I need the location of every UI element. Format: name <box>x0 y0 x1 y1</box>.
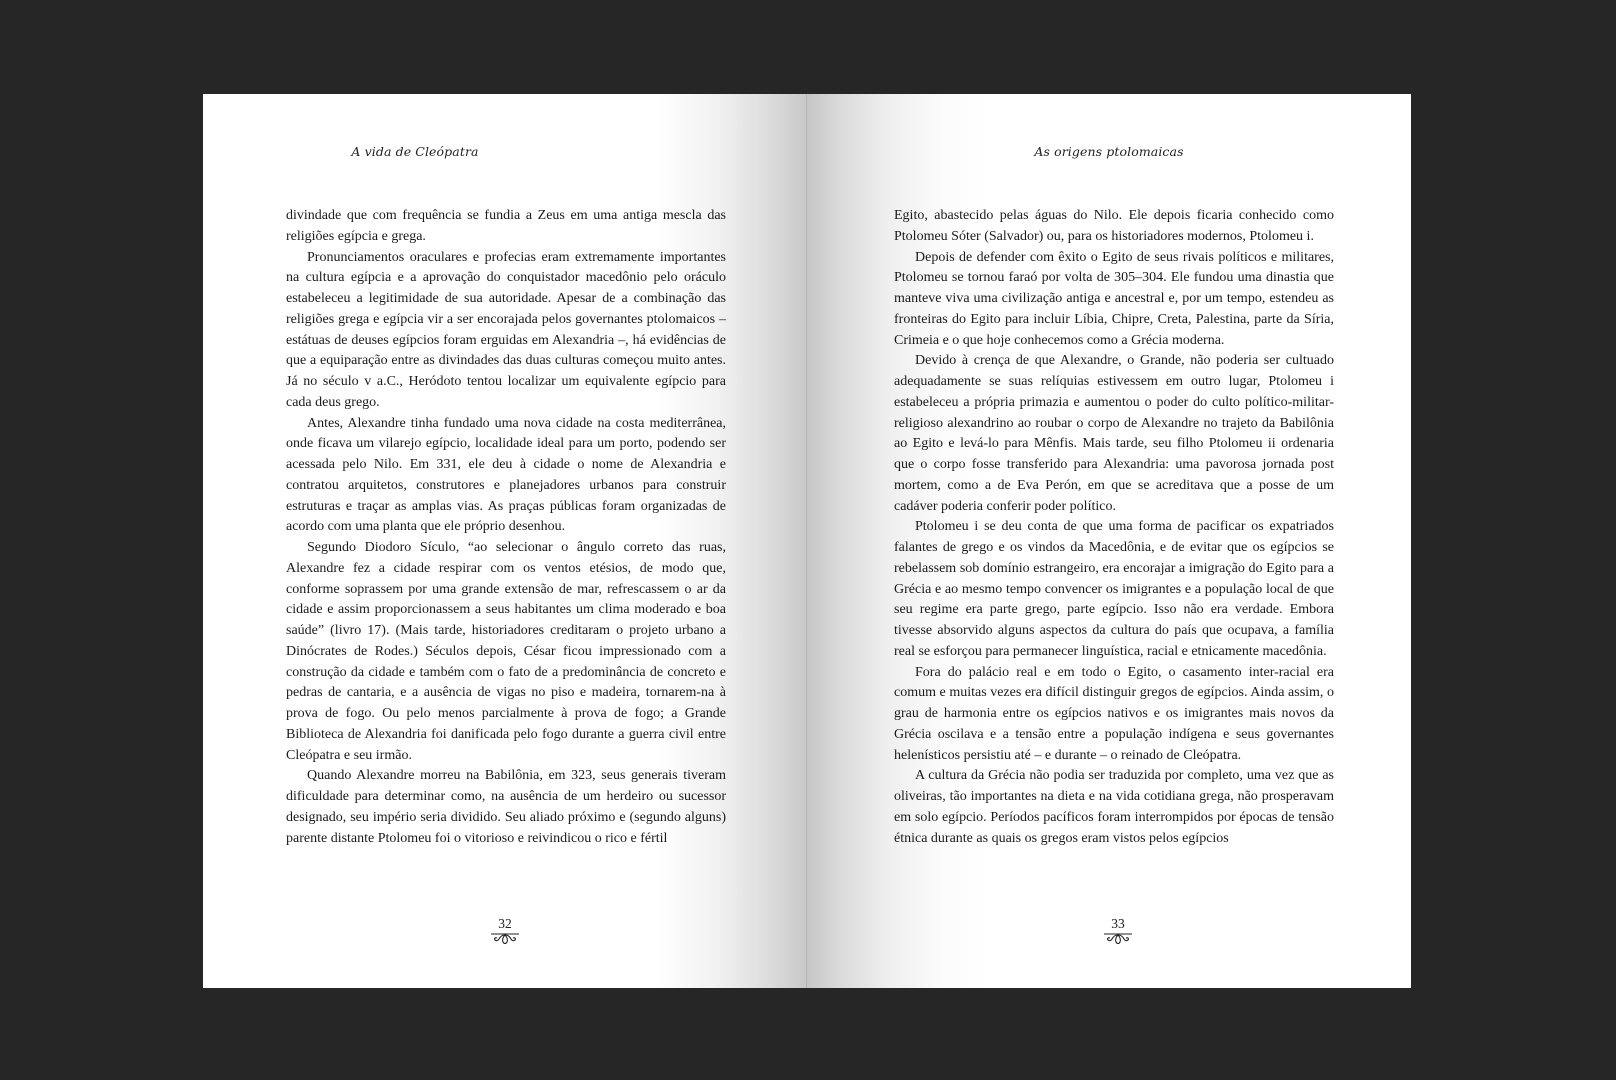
paragraph: Segundo Diodoro Sículo, “ao selecionar o ângulo correto das ruas, Alexandre fez a cidade respirar com os ventos etésios, de modo que, conforme soprassem por uma grande extensão de mar, refrescassem o ar da cidade e assim proporcionassem a seus habitantes um clima moderado e boa saúde” (livro 17). (Mais tarde, historiadores creditaram o projeto urbano a Dinócrates de Rodes.) Séculos depois, César ficou impressionado com a construção da cidade e também com o fato de a predominância de concreto e pedras de cantaria, e a ausência de vigas no piso e madeira, tornarem-na à prova de fogo. Ou pelo menos parcialmente à prova de fogo; a Grande Biblioteca de Alexandria foi danificada pelo fogo durante a guerra civil entre Cleópatra e seu irmão. <box>286 540 726 763</box>
paragraph: Egito, abastecido pelas águas do Nilo. Ele depois ficaria conhecido como Ptolomeu Sóter (Salvador) ou, para os historiadores modernos, Ptolomeu i. <box>894 208 1334 244</box>
body-text <box>286 206 726 849</box>
running-head: As origens ptolomaicas <box>1034 144 1184 159</box>
paragraph: divindade que com frequência se fundia a Zeus em uma antiga mescla das religiões egípcia e grega. <box>286 208 726 244</box>
page-number: 32 <box>498 916 512 931</box>
paragraph: Pronunciamentos oraculares e profecias eram extremamente importantes na cultura egípcia e a aprovação do conquistador macedônio pelo oráculo estabeleceu a legitimidade de sua autoridade. Apesar de a combinação das religiões grega e egípcia vir a ser encorajada pelos governantes ptolomaicos – estátuas de deuses egípcios foram erguidas em Alexandria –, há evidências de que a equiparação entre as divindades das duas culturas começou muito antes. Já no século v a.C., Heródoto tentou localizar um equivalente egípcio para cada deus grego. <box>286 249 726 410</box>
fleuron-icon <box>490 932 520 946</box>
page-number: 33 <box>1111 916 1125 931</box>
right-page <box>807 94 1411 988</box>
paragraph: A cultura da Grécia não podia ser traduzida por completo, uma vez que as oliveiras, tão importantes na dieta e na vida cotidiana grega, não prosperavam em solo egípcio. Períodos pacíficos foram interrompidos por épocas de tensão étnica durante as quais os gregos eram vistos pelos egípcios <box>894 768 1334 846</box>
book-spread <box>203 94 1411 988</box>
paragraph: Devido à crença de que Alexandre, o Grande, não poderia ser cultuado adequadamente se suas relíquias estivessem em outro lugar, Ptolomeu i estabeleceu a própria primazia e aumentou o poder do culto político-militar-religioso alexandrino ao roubar o corpo de Alexandre no trajeto da Babilônia ao Egito e levá-lo para Mênfis. Mais tarde, seu filho Ptolomeu ii ordenaria que o corpo fosse transferido para Alexandria: uma pavorosa jornada post mortem, como a de Eva Perón, em que se acreditava que a posse de um cadáver poderia conferir poder político. <box>894 353 1334 514</box>
paragraph: Ptolomeu i se deu conta de que uma forma de pacificar os expatriados falantes de grego e os vindos da Macedônia, e de evitar que os egípcios se rebelassem sob domínio estrangeiro, era encorajar a imigração do Egito para a Grécia e ao mesmo tempo convencer os imigrantes e a população local de que seu regime era parte grego, parte egípcio. Isso não era verdade. Embora tivesse absorvido alguns aspectos da cultura do país que ocupava, a família real se esforçou para permanecer linguística, racial e etnicamente macedônia. <box>894 519 1334 659</box>
paragraph: Depois de defender com êxito o Egito de seus rivais políticos e militares, Ptolomeu se tornou faraó por volta de 305–304. Ele fundou uma dinastia que manteve viva uma civilização antiga e ancestral e, por um tempo, estendeu as fronteiras do Egito para incluir Líbia, Chipre, Creta, Palestina, parte da Síria, Crimeia e o que hoje conhecemos como a Grécia moderna. <box>894 249 1334 348</box>
paragraph: Fora do palácio real e em todo o Egito, o casamento inter-racial era comum e muitas vezes era difícil distinguir gregos de egípcios. Ainda assim, o grau de harmonia entre os egípcios nativos e os imigrantes mais novos da Grécia oscilava e a tensão entre a população indígena e seus governantes helenísticos persistiu até – e durante – o reinado de Cleópatra. <box>894 664 1334 763</box>
body-text <box>894 206 1334 849</box>
left-page <box>203 94 807 988</box>
paragraph: Antes, Alexandre tinha fundado uma nova cidade na costa mediterrânea, onde ficava um vilarejo egípcio, localidade ideal para um porto, podendo ser acessada pelo Nilo. Em 331, ele deu à cidade o nome de Alexandria e contratou arquitetos, construtores e planejadores urbanos para construir estruturas e traçar as amplas vias. As praças públicas foram organizadas de acordo com uma planta que ele próprio desenhou. <box>286 415 726 535</box>
fleuron-icon <box>1103 932 1133 946</box>
running-head: A vida de Cleópatra <box>351 144 479 159</box>
paragraph: Quando Alexandre morreu na Babilônia, em 323, seus generais tiveram dificuldade para determinar como, na ausência de um herdeiro ou sucessor designado, seu império seria dividido. Seu aliado próximo e (segundo alguns) parente distante Ptolomeu foi o vitorioso e reivindicou o rico e fértil <box>286 768 726 846</box>
